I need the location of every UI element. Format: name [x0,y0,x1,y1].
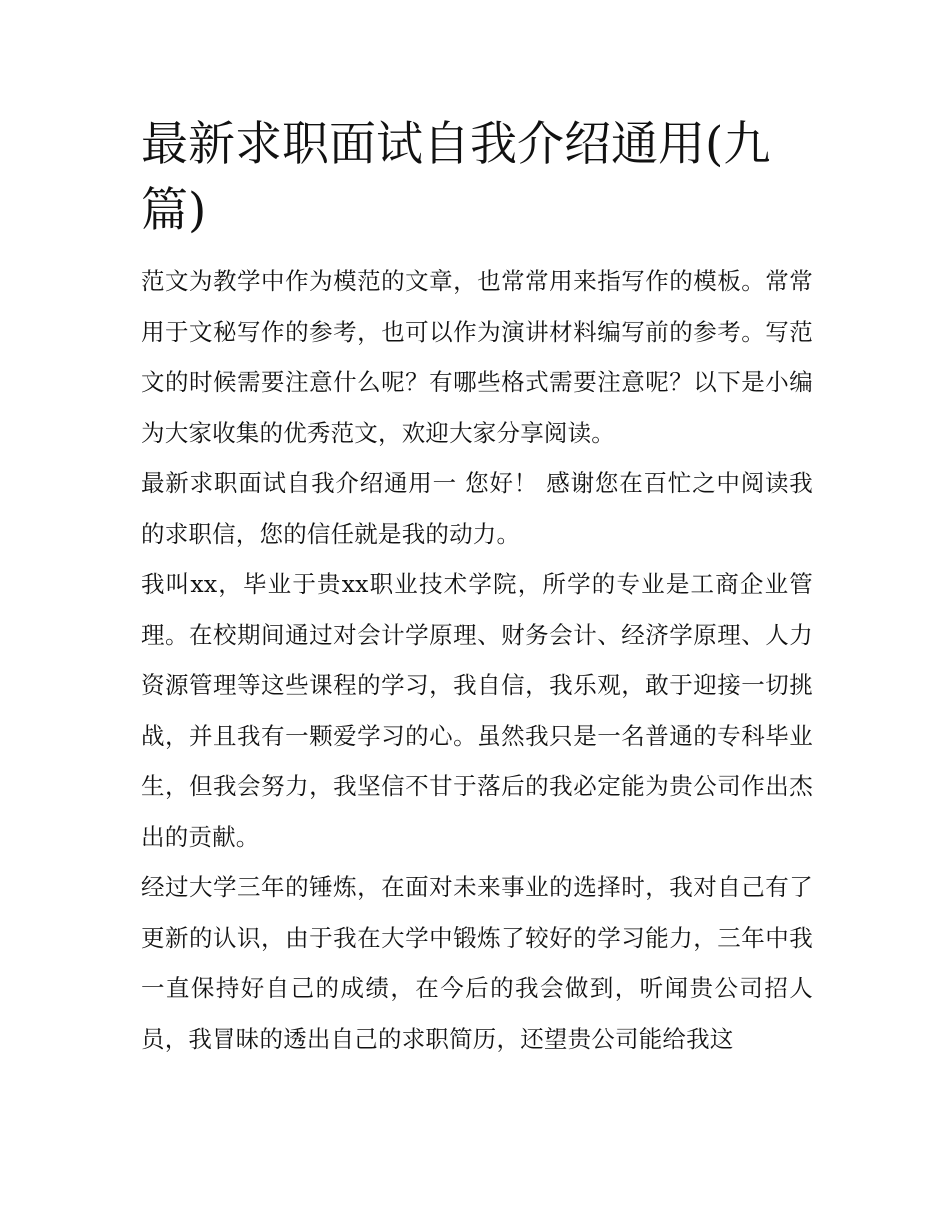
background-paragraph: 我叫xx，毕业于贵xx职业技术学院，所学的专业是工商企业管理。在校期间通过对会计学原理、财务会计、经济学原理、人力资源管理等这些课程的学习，我自信，我乐观，敢于迎接一切挑战，并且我有一颗爱学习的心。虽然我只是一名普通的专科毕业生，但我会努力，我坚信不甘于落后的我必定能为贵公司作出杰出的贡献。 [141,570,813,851]
greeting-paragraph: 最新求职面试自我介绍通用一 您好！ 感谢您在百忙之中阅读我的求职信，您的信任就是我的动力。 [141,469,813,548]
document-body [141,112,813,1064]
experience-paragraph: 经过大学三年的锤炼，在面对未来事业的选择时，我对自己有了更新的认识，由于我在大学中锻炼了较好的学习能力，三年中我一直保持好自己的成绩，在今后的我会做到，听闻贵公司招人员，我冒昧的透出自己的求职简历，还望贵公司能给我这 [141,873,813,1053]
intro-paragraph: 范文为教学中作为模范的文章，也常常用来指写作的模板。常常用于文秘写作的参考，也可以作为演讲材料编写前的参考。写范文的时候需要注意什么呢？有哪些格式需要注意呢？以下是小编为大家收集的优秀范文，欢迎大家分享阅读。 [141,267,813,447]
document-title: 最新求职面试自我介绍通用(九篇) [141,117,771,238]
